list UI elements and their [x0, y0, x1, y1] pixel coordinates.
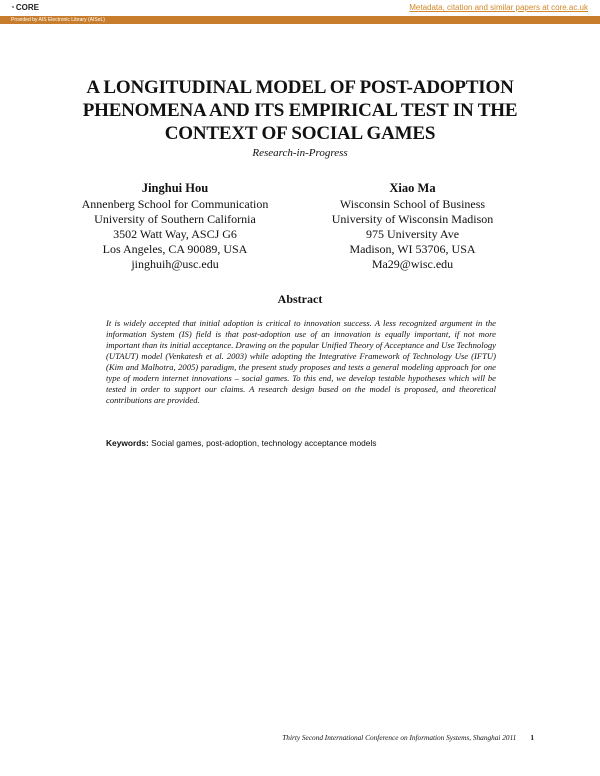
- keywords-label: Keywords:: [106, 438, 149, 448]
- author-name: Xiao Ma: [389, 181, 436, 195]
- title-line-1: A LONGITUDINAL MODEL OF POST-ADOPTION: [86, 77, 514, 98]
- author-affiliation: Annenberg School for Communication: [81, 197, 269, 211]
- author-affiliation: Wisconsin School of Business: [339, 197, 486, 211]
- author-address: 3502 Watt Way, ASCJ G6: [113, 227, 237, 241]
- core-logo[interactable]: [10, 3, 39, 12]
- conference-text: Thirty Second International Conference on Information Systems, Shanghai 2011: [282, 733, 517, 742]
- author-city: Madison, WI 53706, USA: [349, 242, 476, 256]
- provided-by-banner: Provided by AIS Electronic Library (AISeL): [0, 16, 600, 24]
- author-institution: University of Wisconsin Madison: [331, 212, 494, 226]
- core-logo-icon: ◔: [10, 3, 15, 12]
- author-email: Ma29@wisc.edu: [371, 257, 454, 271]
- abstract-heading: Abstract: [277, 292, 323, 306]
- author-institution: University of Southern California: [94, 212, 256, 226]
- author-address: 975 University Ave: [365, 227, 460, 241]
- keywords: [106, 438, 526, 448]
- author-block-2: [300, 181, 525, 272]
- core-header-bar: [0, 0, 600, 16]
- author-block-1: [60, 181, 290, 272]
- page-number: 1: [530, 733, 534, 742]
- core-logo-text: CORE: [15, 3, 39, 12]
- author-city: Los Angeles, CA 90089, USA: [102, 242, 248, 256]
- core-metadata-link[interactable]: Metadata, citation and similar papers at core.ac.uk: [409, 3, 588, 12]
- abstract-text: It is widely accepted that initial adoption is critical to innovation success. A less recognized argument in the information System (IS) field is that post-adoption use of an innovation is equally important, if not more important than its initial acceptance. Drawing on the popular Unified Theory of Acceptance and Use Technology (UTAUT) model (Venkatesh et al. 2003) while adopting the Integrative Framework of Technology Use (IFTU) (Kim and Malhotra, 2005) paradigm, the present study proposes and tests a general modeling approach for one type of modern internet innovations – social games. To this end, we develop testable hypotheses which will be tested in order to support our claims. A research design based on the model is proposed, and theoretical contributions are provided.: [106, 318, 496, 405]
- author-name: Jinghui Hou: [141, 181, 209, 195]
- title-line-3: CONTEXT OF SOCIAL GAMES: [164, 123, 436, 144]
- keywords-text: Social games, post-adoption, technology acceptance models: [151, 438, 377, 448]
- title-line-2: PHENOMENA AND ITS EMPIRICAL TEST IN THE: [82, 100, 518, 121]
- footer-conference: [282, 733, 534, 742]
- paper-subtitle: Research-in-Progress: [252, 147, 348, 159]
- author-email: jinghuih@usc.edu: [131, 257, 219, 271]
- paper-title: [40, 76, 560, 145]
